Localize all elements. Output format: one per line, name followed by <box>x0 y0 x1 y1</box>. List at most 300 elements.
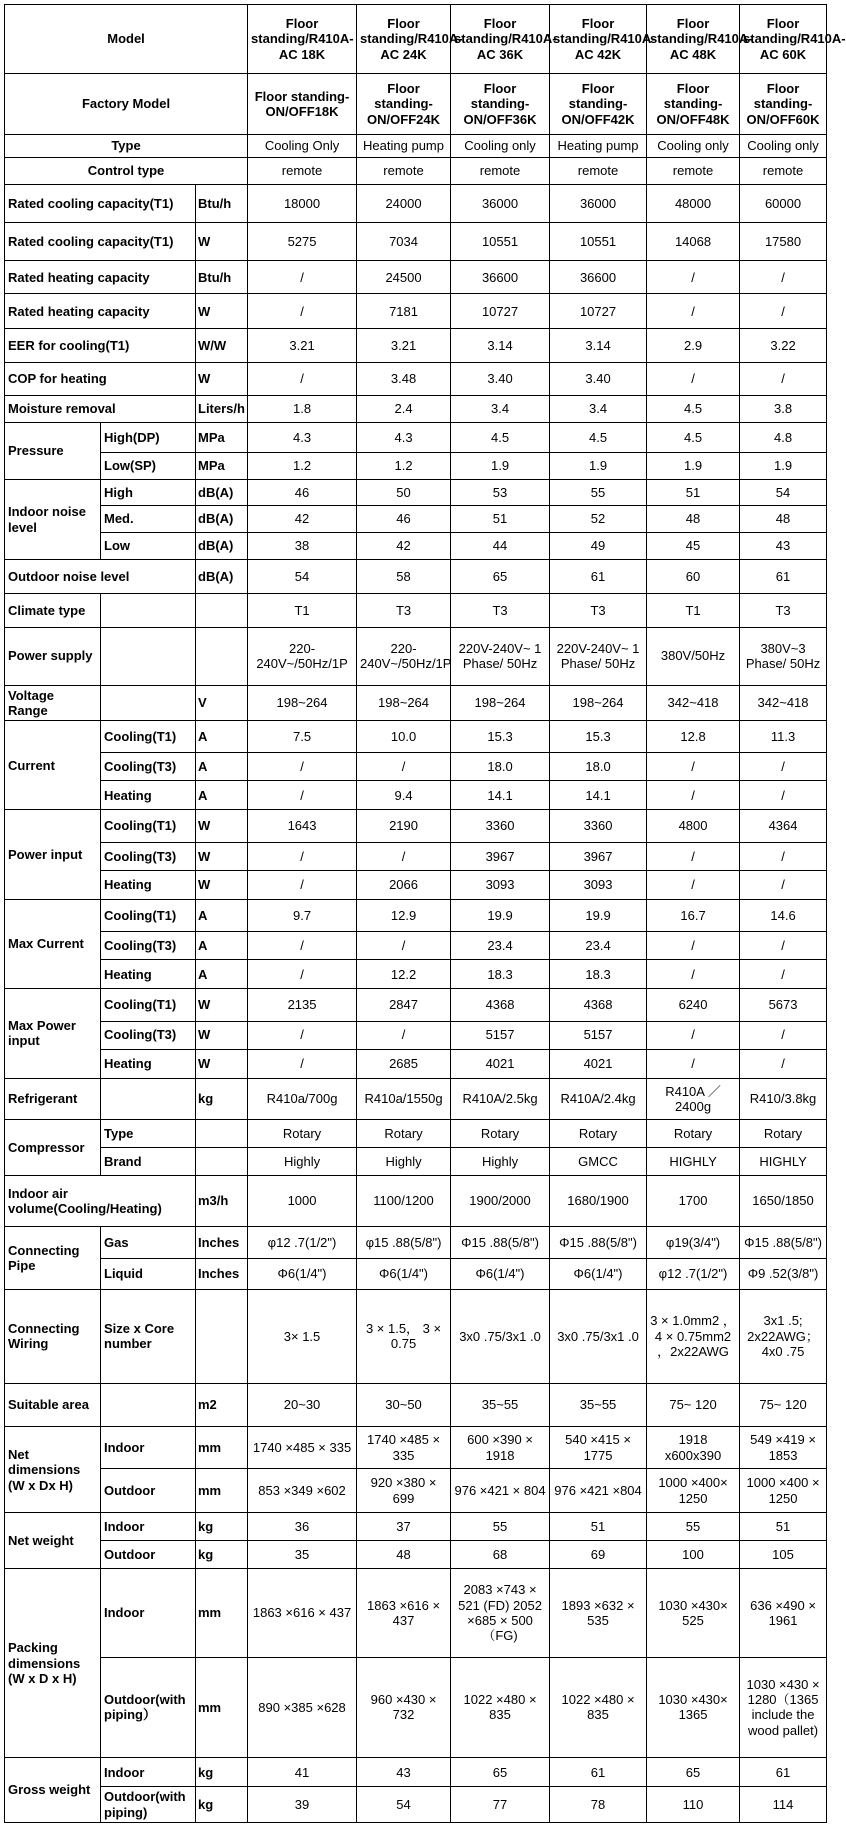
unit-label: kg <box>196 1078 248 1119</box>
sub-label: Indoor <box>101 1427 196 1468</box>
table-row <box>5 627 827 685</box>
value-cell: 43 <box>357 1758 451 1787</box>
table-row <box>5 932 827 960</box>
table-row <box>5 1227 827 1258</box>
value-cell: R410a/1550g <box>357 1078 451 1119</box>
sub-label: Gas <box>101 1227 196 1258</box>
value-cell: 1863 ×616 × 437 <box>248 1569 357 1657</box>
model-label: Model <box>5 5 248 74</box>
value-cell: 42 <box>248 505 357 532</box>
value-cell: 1680/1900 <box>550 1175 647 1226</box>
unit-label: kg <box>196 1758 248 1787</box>
value-cell: 920 ×380 × 699 <box>357 1468 451 1513</box>
value-cell: 1022 ×480 × 835 <box>451 1657 550 1758</box>
value-cell: 51 <box>451 505 550 532</box>
value-cell: T3 <box>550 594 647 628</box>
row-label: Connecting Wiring <box>5 1289 101 1383</box>
value-cell: / <box>647 960 740 989</box>
value-cell: Φ15 .88(5/8") <box>451 1227 550 1258</box>
value-cell: 2066 <box>357 870 451 899</box>
value-cell: Rotary <box>740 1120 827 1148</box>
row-label: COP for heating <box>5 362 196 396</box>
value-cell: 3 × 1.0mm2 ，4 × 0.75mm2 ，2x22AWG <box>647 1289 740 1383</box>
value-cell: 7034 <box>357 222 451 260</box>
sub-label: Cooling(T1) <box>101 989 196 1021</box>
sub-label: Type <box>101 1120 196 1148</box>
value-cell: 1100/1200 <box>357 1175 451 1226</box>
unit-label: MPa <box>196 453 248 480</box>
value-cell: R410a/700g <box>248 1078 357 1119</box>
value-cell: 3.22 <box>740 329 827 363</box>
row-label: Control type <box>5 158 248 185</box>
sub-label: Low <box>101 532 196 560</box>
value-cell: 54 <box>248 560 357 594</box>
row-label: Rated heating capacity <box>5 294 196 329</box>
value-cell: 100 <box>647 1541 740 1569</box>
value-cell: 2847 <box>357 989 451 1021</box>
group-label: Current <box>5 721 101 810</box>
value-cell: 3.21 <box>248 329 357 363</box>
unit-label: W <box>196 1049 248 1078</box>
value-cell: 18000 <box>248 184 357 222</box>
table-row <box>5 1468 827 1513</box>
value-cell: 1.8 <box>248 396 357 423</box>
unit-label: A <box>196 753 248 781</box>
value-cell: 976 ×421 × 804 <box>451 1468 550 1513</box>
value-cell: / <box>647 870 740 899</box>
row-label: Type <box>5 134 248 157</box>
value-cell: 49 <box>550 532 647 560</box>
value-cell: 35~55 <box>550 1383 647 1427</box>
unit-label: mm <box>196 1468 248 1513</box>
value-cell: 2685 <box>357 1049 451 1078</box>
sub-label: Cooling(T3) <box>101 753 196 781</box>
value-cell: GMCC <box>550 1147 647 1175</box>
value-cell: / <box>740 260 827 294</box>
value-cell: / <box>740 1049 827 1078</box>
unit-label: kg <box>196 1787 248 1823</box>
unit-label: W <box>196 362 248 396</box>
sub-label: Outdoor(with piping） <box>101 1657 196 1758</box>
unit-label: W <box>196 810 248 842</box>
value-cell: 23.4 <box>550 932 647 960</box>
value-cell: 44 <box>451 532 550 560</box>
unit-label: A <box>196 932 248 960</box>
value-cell: / <box>647 842 740 870</box>
empty-cell <box>196 594 248 628</box>
value-cell: Heating pump <box>550 134 647 157</box>
value-cell: 4800 <box>647 810 740 842</box>
value-cell: 35 <box>248 1541 357 1569</box>
value-cell: 3x1 .5; 2x22AWG；4x0 .75 <box>740 1289 827 1383</box>
value-cell: 14.1 <box>550 781 647 810</box>
value-cell: 41 <box>248 1758 357 1787</box>
value-cell: Φ15 .88(5/8") <box>550 1227 647 1258</box>
value-cell: 23.4 <box>451 932 550 960</box>
unit-label: A <box>196 899 248 931</box>
value-cell: 58 <box>357 560 451 594</box>
value-cell: 380V~3 Phase/ 50Hz <box>740 627 827 685</box>
value-cell: 75~ 120 <box>740 1383 827 1427</box>
value-cell: 1.9 <box>451 453 550 480</box>
unit-label: dB(A) <box>196 480 248 506</box>
value-cell: 976 ×421 ×804 <box>550 1468 647 1513</box>
unit-label: V <box>196 685 248 720</box>
value-cell: 114 <box>740 1787 827 1823</box>
value-cell: 3.40 <box>550 362 647 396</box>
row-label: EER for cooling(T1) <box>5 329 196 363</box>
value-cell: 14.6 <box>740 899 827 931</box>
value-cell: 1022 ×480 × 835 <box>550 1657 647 1758</box>
value-cell: 380V/50Hz <box>647 627 740 685</box>
sub-label: Liquid <box>101 1258 196 1289</box>
value-cell: / <box>248 960 357 989</box>
unit-label: mm <box>196 1657 248 1758</box>
value-cell: 12.2 <box>357 960 451 989</box>
sub-label: High <box>101 480 196 506</box>
value-cell: Rotary <box>647 1120 740 1148</box>
value-cell: 4368 <box>550 989 647 1021</box>
sub-label: Indoor <box>101 1569 196 1657</box>
spec-table <box>4 4 846 1823</box>
table-row <box>5 532 827 560</box>
table-row <box>5 1427 827 1468</box>
value-cell: 19.9 <box>451 899 550 931</box>
value-cell: / <box>647 1049 740 1078</box>
value-cell: Highly <box>248 1147 357 1175</box>
spec-body <box>5 5 846 1823</box>
value-cell: / <box>357 1021 451 1049</box>
value-cell: 12.8 <box>647 721 740 753</box>
value-cell: 7.5 <box>248 721 357 753</box>
value-cell: 2.4 <box>357 396 451 423</box>
value-cell: 1863 ×616 × 437 <box>357 1569 451 1657</box>
unit-label: A <box>196 960 248 989</box>
row-label: Indoor air volume(Cooling/Heating) <box>5 1175 196 1226</box>
table-row <box>5 1513 827 1541</box>
value-cell: 853 ×349 ×602 <box>248 1468 357 1513</box>
value-cell: remote <box>451 158 550 185</box>
value-cell: 4364 <box>740 810 827 842</box>
value-cell: 4.5 <box>647 396 740 423</box>
unit-label: mm <box>196 1569 248 1657</box>
unit-label: Inches <box>196 1258 248 1289</box>
sub-label: Cooling(T3) <box>101 932 196 960</box>
value-cell: R410A ／2400g <box>647 1078 740 1119</box>
table-row <box>5 362 827 396</box>
value-cell: / <box>647 1021 740 1049</box>
value-cell: / <box>248 1021 357 1049</box>
value-cell: R410A/2.5kg <box>451 1078 550 1119</box>
value-cell: 5275 <box>248 222 357 260</box>
table-row <box>5 989 827 1021</box>
sub-label: Cooling(T3) <box>101 842 196 870</box>
value-cell: 43 <box>740 532 827 560</box>
value-cell: 3.8 <box>740 396 827 423</box>
value-cell: / <box>647 294 740 329</box>
model-name: Floor standing/R410A-AC 18K <box>248 5 357 74</box>
value-cell: 960 ×430 × 732 <box>357 1657 451 1758</box>
model-name: Floor standing/R410A-AC 24K <box>357 5 451 74</box>
value-cell: remote <box>550 158 647 185</box>
row-label: Power supply <box>5 627 101 685</box>
value-cell: T3 <box>740 594 827 628</box>
sub-label: Cooling(T1) <box>101 810 196 842</box>
value-cell: Φ6(1/4") <box>357 1258 451 1289</box>
unit-label: Btu/h <box>196 260 248 294</box>
sub-label: Med. <box>101 505 196 532</box>
sub-label: Heating <box>101 1049 196 1078</box>
value-cell: / <box>248 294 357 329</box>
value-cell: Φ6(1/4") <box>550 1258 647 1289</box>
unit-label: Inches <box>196 1227 248 1258</box>
table-row <box>5 423 827 453</box>
value-cell: 61 <box>550 560 647 594</box>
value-cell: T3 <box>357 594 451 628</box>
value-cell: T3 <box>451 594 550 628</box>
value-cell: 12.9 <box>357 899 451 931</box>
row-label: Rated cooling capacity(T1) <box>5 222 196 260</box>
empty-cell <box>101 1078 196 1119</box>
value-cell: Cooling only <box>740 134 827 157</box>
value-cell: 3.4 <box>451 396 550 423</box>
value-cell: 3967 <box>451 842 550 870</box>
group-label: Max Current <box>5 899 101 988</box>
value-cell: 15.3 <box>550 721 647 753</box>
value-cell: 36 <box>248 1513 357 1541</box>
value-cell: 65 <box>647 1758 740 1787</box>
row-label: Rated cooling capacity(T1) <box>5 184 196 222</box>
value-cell: 53 <box>451 480 550 506</box>
unit-label: A <box>196 721 248 753</box>
value-cell: 890 ×385 ×628 <box>248 1657 357 1758</box>
table-row <box>5 810 827 842</box>
value-cell: 2190 <box>357 810 451 842</box>
value-cell: 20~30 <box>248 1383 357 1427</box>
value-cell: 1918 x600x390 <box>647 1427 740 1468</box>
value-cell: / <box>248 781 357 810</box>
table-row <box>5 1383 827 1427</box>
value-cell: R410/3.8kg <box>740 1078 827 1119</box>
value-cell: 65 <box>451 560 550 594</box>
value-cell: 600 ×390 × 1918 <box>451 1427 550 1468</box>
value-cell: Rotary <box>550 1120 647 1148</box>
value-cell: 198~264 <box>248 685 357 720</box>
value-cell: 55 <box>550 480 647 506</box>
value-cell: / <box>740 932 827 960</box>
table-row <box>5 184 827 222</box>
row-label: Climate type <box>5 594 101 628</box>
value-cell: 24500 <box>357 260 451 294</box>
value-cell: 3.14 <box>451 329 550 363</box>
value-cell: / <box>248 1049 357 1078</box>
value-cell: / <box>647 781 740 810</box>
row-label: Moisture removal <box>5 396 196 423</box>
value-cell: remote <box>248 158 357 185</box>
table-row <box>5 842 827 870</box>
table-row <box>5 453 827 480</box>
value-cell: 1643 <box>248 810 357 842</box>
table-row <box>5 1258 827 1289</box>
value-cell: 3× 1.5 <box>248 1289 357 1383</box>
value-cell: 3.40 <box>451 362 550 396</box>
value-cell: 36000 <box>451 184 550 222</box>
value-cell: Cooling only <box>647 134 740 157</box>
empty-cell <box>101 1383 196 1427</box>
group-label: Pressure <box>5 423 101 480</box>
table-row <box>5 594 827 628</box>
value-cell: 15.3 <box>451 721 550 753</box>
value-cell: 549 ×419 × 1853 <box>740 1427 827 1468</box>
value-cell: 14068 <box>647 222 740 260</box>
value-cell: / <box>647 753 740 781</box>
value-cell: 2083 ×743 × 521 (FD) 2052 ×685 × 500 （FG) <box>451 1569 550 1657</box>
value-cell: 1650/1850 <box>740 1175 827 1226</box>
value-cell: / <box>248 932 357 960</box>
row-label: Outdoor noise level <box>5 560 196 594</box>
unit-label: W <box>196 1021 248 1049</box>
sub-label: Heating <box>101 781 196 810</box>
value-cell: 3360 <box>550 810 647 842</box>
value-cell: 19.9 <box>550 899 647 931</box>
value-cell: φ12 .7(1/2") <box>248 1227 357 1258</box>
value-cell: 1740 ×485 × 335 <box>357 1427 451 1468</box>
sub-label: Outdoor <box>101 1468 196 1513</box>
sub-label: Heating <box>101 960 196 989</box>
value-cell: 35~55 <box>451 1383 550 1427</box>
value-cell: 540 ×415 × 1775 <box>550 1427 647 1468</box>
value-cell: 24000 <box>357 184 451 222</box>
value-cell: 36600 <box>550 260 647 294</box>
value-cell: 60 <box>647 560 740 594</box>
unit-label: dB(A) <box>196 505 248 532</box>
value-cell: 48000 <box>647 184 740 222</box>
value-cell: 18.0 <box>550 753 647 781</box>
value-cell: 75~ 120 <box>647 1383 740 1427</box>
unit-label: dB(A) <box>196 560 248 594</box>
factory-model-name: Floor standing-ON/OFF42K <box>550 74 647 134</box>
unit-label: W <box>196 222 248 260</box>
value-cell: 4.5 <box>550 423 647 453</box>
table-row <box>5 753 827 781</box>
value-cell: 1.2 <box>248 453 357 480</box>
value-cell: 11.3 <box>740 721 827 753</box>
value-cell: remote <box>357 158 451 185</box>
unit-label: dB(A) <box>196 532 248 560</box>
value-cell: 36000 <box>550 184 647 222</box>
sub-label: Brand <box>101 1147 196 1175</box>
sub-label: Size x Core number <box>101 1289 196 1383</box>
value-cell: 1000 <box>248 1175 357 1226</box>
empty-cell <box>101 594 196 628</box>
value-cell: 3093 <box>451 870 550 899</box>
unit-label: kg <box>196 1513 248 1541</box>
value-cell: 18.3 <box>550 960 647 989</box>
value-cell: 61 <box>740 560 827 594</box>
table-row <box>5 1049 827 1078</box>
value-cell: Rotary <box>451 1120 550 1148</box>
value-cell: φ12 .7(1/2") <box>647 1258 740 1289</box>
group-label: Indoor noise level <box>5 480 101 560</box>
value-cell: / <box>740 753 827 781</box>
value-cell: 9.4 <box>357 781 451 810</box>
value-cell: / <box>248 260 357 294</box>
row-label: Rated heating capacity <box>5 260 196 294</box>
value-cell: Φ9 .52(3/8") <box>740 1258 827 1289</box>
table-row <box>5 222 827 260</box>
value-cell: 51 <box>740 1513 827 1541</box>
value-cell: φ15 .88(5/8") <box>357 1227 451 1258</box>
value-cell: 10.0 <box>357 721 451 753</box>
table-row <box>5 685 827 720</box>
factory-model-name: Floor standing-ON/OFF60K <box>740 74 827 134</box>
value-cell: 220V-240V~ 1 Phase/ 50Hz <box>451 627 550 685</box>
value-cell: Highly <box>451 1147 550 1175</box>
value-cell: 3360 <box>451 810 550 842</box>
table-row <box>5 1120 827 1148</box>
value-cell: 110 <box>647 1787 740 1823</box>
value-cell: 1.9 <box>647 453 740 480</box>
value-cell: / <box>357 753 451 781</box>
unit-label: W/W <box>196 329 248 363</box>
value-cell: 1.9 <box>550 453 647 480</box>
value-cell: 1030 ×430 × 1280（1365 include the wood pallet) <box>740 1657 827 1758</box>
value-cell: 10551 <box>550 222 647 260</box>
table-row <box>5 1078 827 1119</box>
sub-label: Cooling(T3) <box>101 1021 196 1049</box>
value-cell: / <box>357 842 451 870</box>
value-cell: Rotary <box>248 1120 357 1148</box>
value-cell: 3967 <box>550 842 647 870</box>
value-cell: Heating pump <box>357 134 451 157</box>
table-row <box>5 1289 827 1383</box>
value-cell: 18.0 <box>451 753 550 781</box>
value-cell: / <box>740 781 827 810</box>
group-label: Connecting Pipe <box>5 1227 101 1290</box>
value-cell: 220V-240V~ 1 Phase/ 50Hz <box>550 627 647 685</box>
value-cell: T1 <box>647 594 740 628</box>
value-cell: 3 × 1.5， 3 × 0.75 <box>357 1289 451 1383</box>
value-cell: / <box>740 294 827 329</box>
table-row <box>5 1569 827 1657</box>
value-cell: 51 <box>647 480 740 506</box>
sub-label: Indoor <box>101 1513 196 1541</box>
value-cell: 4.5 <box>647 423 740 453</box>
value-cell: R410A/2.4kg <box>550 1078 647 1119</box>
group-label: Net weight <box>5 1513 101 1569</box>
value-cell: remote <box>740 158 827 185</box>
empty-cell <box>101 627 196 685</box>
value-cell: 30~50 <box>357 1383 451 1427</box>
value-cell: 1000 ×400 × 1250 <box>740 1468 827 1513</box>
value-cell: 4.5 <box>451 423 550 453</box>
table-row <box>5 5 827 74</box>
value-cell: 1740 ×485 × 335 <box>248 1427 357 1468</box>
value-cell: / <box>248 362 357 396</box>
group-label: Max Power input <box>5 989 101 1078</box>
value-cell: 198~264 <box>357 685 451 720</box>
unit-label: W <box>196 842 248 870</box>
sub-label: Outdoor <box>101 1541 196 1569</box>
sub-label: Cooling(T1) <box>101 721 196 753</box>
value-cell: / <box>647 932 740 960</box>
value-cell: 342~418 <box>740 685 827 720</box>
unit-label: W <box>196 989 248 1021</box>
sub-label: Heating <box>101 870 196 899</box>
value-cell: 42 <box>357 532 451 560</box>
unit-label: m3/h <box>196 1175 248 1226</box>
value-cell: 48 <box>357 1541 451 1569</box>
